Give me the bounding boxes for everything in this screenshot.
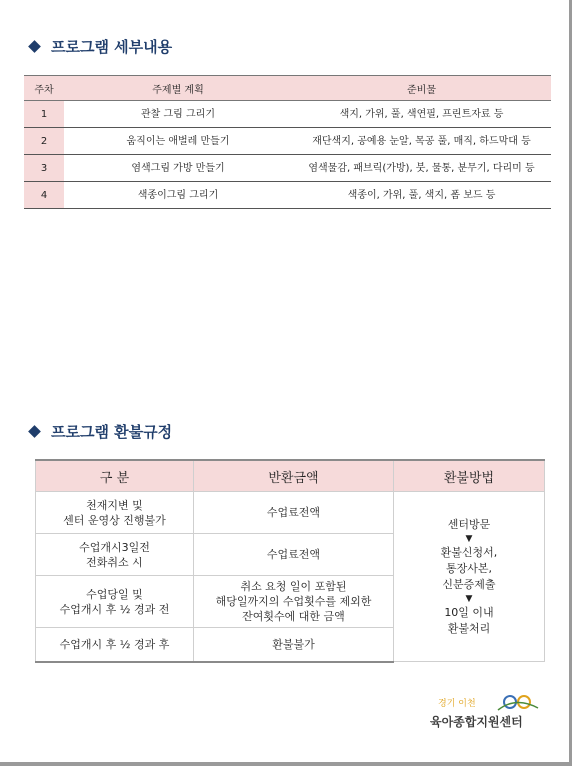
materials-cell: 색종이, 가위, 풀, 색지, 폼 보드 등 — [292, 182, 551, 209]
children-mark-icon — [498, 696, 538, 710]
week-cell: 2 — [24, 128, 64, 155]
case-cell — [36, 628, 194, 662]
method-step-docs: 환불신청서, — [440, 545, 498, 559]
table-header-row — [24, 76, 551, 101]
section-title-text: 프로그램 세부내용 — [51, 38, 173, 56]
week-cell: 3 — [24, 155, 64, 182]
method-cell — [394, 492, 545, 662]
header-topic: 주제별 계획 — [64, 76, 292, 101]
header-method: 환불방법 — [394, 460, 545, 492]
amount-line: 취소 요청 일이 포함된 — [240, 580, 347, 593]
amount-cell — [194, 628, 394, 662]
diamond-bullet-icon — [28, 425, 41, 438]
schedule-table — [24, 75, 551, 209]
week-cell: 1 — [24, 101, 64, 128]
method-step-docs: 신분증제출 — [442, 577, 496, 591]
header-amount: 반환금액 — [194, 460, 394, 492]
materials-cell: 재단색지, 공예용 눈알, 목공 풀, 매직, 하드막대 등 — [292, 128, 551, 155]
center-logo — [428, 692, 548, 734]
amount-line: 환불불가 — [272, 637, 315, 651]
amount-cell — [194, 576, 394, 628]
amount-cell — [194, 534, 394, 576]
case-cell — [36, 534, 194, 576]
section-title-details — [30, 36, 172, 57]
method-step-visit: 센터방문 — [447, 517, 491, 531]
table-row — [24, 128, 551, 155]
method-step-process: 10일 이내 — [444, 605, 494, 619]
case-line: 천재지변 및 — [86, 498, 143, 512]
topic-cell: 염색그림 가방 만들기 — [64, 155, 292, 182]
section-title-refund — [30, 421, 172, 442]
table-row — [24, 155, 551, 182]
case-line: 수업개시3일전 — [79, 540, 150, 554]
amount-line: 수업료전액 — [266, 548, 321, 561]
table-row — [24, 182, 551, 209]
section-title-text: 프로그램 환불규정 — [51, 423, 173, 441]
case-cell — [36, 576, 194, 628]
case-cell — [36, 492, 194, 534]
week-cell: 4 — [24, 182, 64, 209]
case-line: 수업개시 후 ½ 경과 전 — [59, 602, 170, 616]
table-row — [24, 101, 551, 128]
amount-line: 수업료전액 — [266, 506, 321, 519]
case-line: 수업당일 및 — [86, 587, 143, 601]
topic-cell: 움직이는 애벌레 만들기 — [64, 128, 292, 155]
method-step-process: 환불처리 — [447, 621, 491, 635]
header-materials: 준비물 — [292, 76, 551, 101]
topic-cell: 관찰 그림 그리기 — [64, 101, 292, 128]
amount-cell — [194, 492, 394, 534]
table-header-row — [36, 460, 545, 492]
down-arrow-icon: ▼ — [465, 533, 473, 544]
logo-top-text: 경기 이천 — [438, 699, 476, 709]
table-row — [36, 492, 545, 534]
materials-cell: 염색물감, 패브릭(가방), 붓, 물통, 분무기, 다리미 등 — [292, 155, 551, 182]
topic-cell: 색종이그림 그리기 — [64, 182, 292, 209]
case-line: 센터 운영상 진행불가 — [63, 513, 166, 527]
refund-table — [35, 459, 545, 663]
materials-cell: 색지, 가위, 풀, 색연필, 프린트자료 등 — [292, 101, 551, 128]
amount-line: 해당일까지의 수업횟수를 제외한 — [215, 595, 372, 608]
diamond-bullet-icon — [28, 40, 41, 53]
logo-bottom-text: 육아종합지원센터 — [430, 715, 523, 729]
case-line: 수업개시 후 ½ 경과 후 — [59, 637, 170, 651]
header-week: 주차 — [24, 76, 64, 101]
down-arrow-icon: ▼ — [465, 593, 473, 604]
case-line: 전화취소 시 — [86, 555, 143, 569]
amount-line: 잔여횟수에 대한 금액 — [242, 610, 345, 623]
header-case: 구 분 — [36, 460, 194, 492]
method-step-docs: 통장사본, — [445, 561, 492, 575]
